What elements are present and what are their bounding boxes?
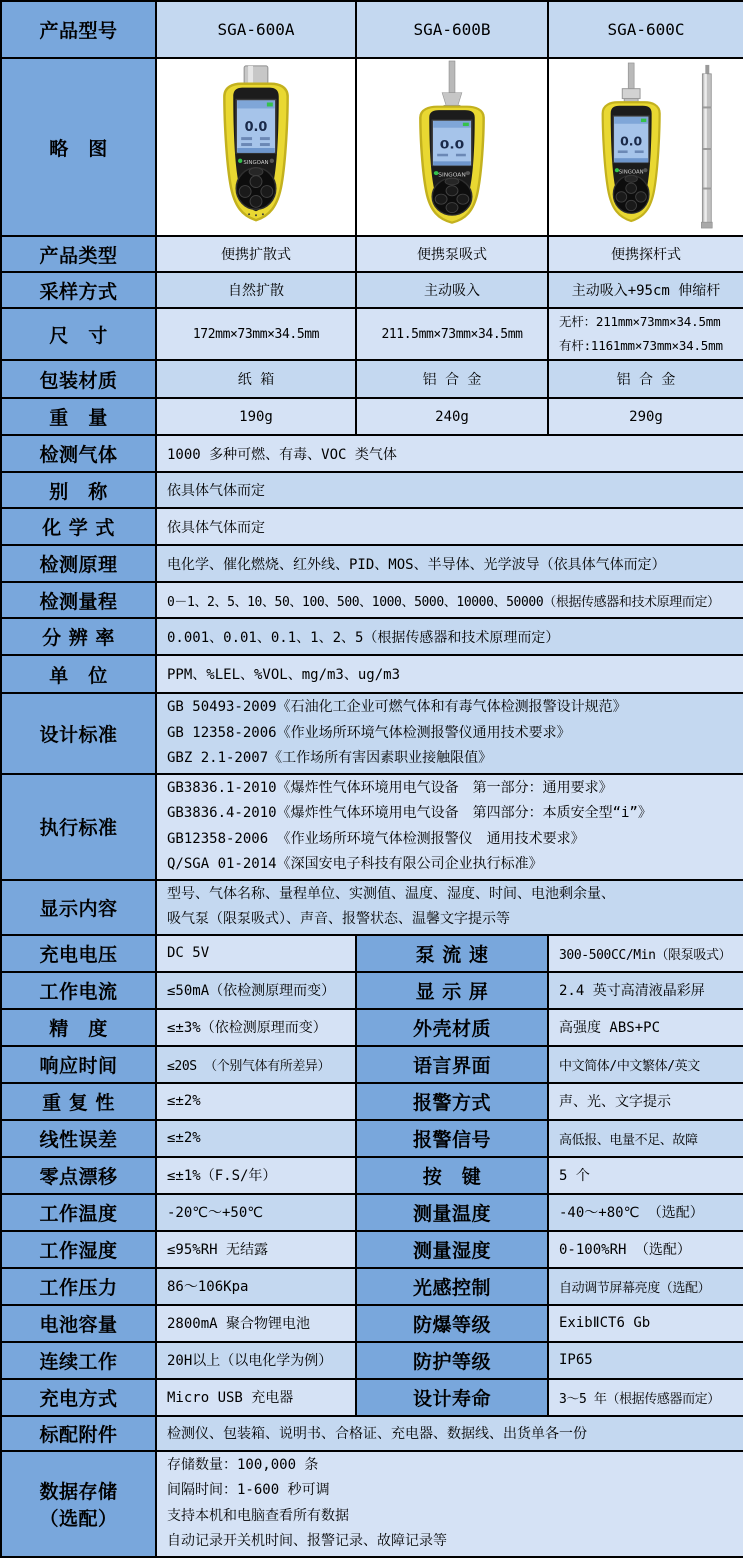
detector-illustration-probe-rod [549, 59, 743, 235]
row-label: 化 学 式 [1, 508, 156, 545]
row-charging-method-design-life [1, 1379, 743, 1416]
row-label: 采样方式 [1, 272, 156, 308]
dimensions-c [548, 308, 743, 360]
pair-label-right: 语言界面 [356, 1046, 548, 1083]
row-detected-gases [1, 435, 743, 472]
row-product-type [1, 236, 743, 272]
row-label: 执行标准 [1, 774, 156, 880]
row-dimensions [1, 308, 743, 360]
pair-value-left: ≤50mA（依检测原理而变） [156, 972, 356, 1009]
pair-value-right: 中文简体/中文繁体/英文 [548, 1046, 743, 1083]
design-standard-line: GBZ 2.1-2007《工作场所有害因素职业接触限值》 [167, 750, 493, 766]
row-display-content [1, 880, 743, 935]
pair-value-left: ≤±2% [156, 1083, 356, 1120]
row-zero-drift-keys [1, 1157, 743, 1194]
row-label-sketch: 略 图 [1, 58, 156, 236]
row-label: 显示内容 [1, 880, 156, 935]
pair-label-right: 报警方式 [356, 1083, 548, 1120]
screen-reading: 0.0 [439, 138, 465, 153]
units-value: PPM、%LEL、%VOL、mg/m3、ug/m3 [156, 655, 743, 693]
detector-illustration-pump [357, 59, 547, 235]
row-repeatability-alarm-mode [1, 1083, 743, 1120]
pair-label-right: 按 键 [356, 1157, 548, 1194]
row-accuracy-housing [1, 1009, 743, 1046]
row-continuous-work-protection [1, 1342, 743, 1379]
pair-value-right: 2.4 英寸高清液晶彩屏 [548, 972, 743, 1009]
row-chemical-formula [1, 508, 743, 545]
screen-reading: 0.0 [244, 120, 268, 136]
product-type-c: 便携探杆式 [548, 236, 743, 272]
chemical-formula-value: 依具体气体而定 [156, 508, 743, 545]
row-sampling-method [1, 272, 743, 308]
pair-label-right: 泵 流 速 [356, 935, 548, 972]
pair-label-right: 防护等级 [356, 1342, 548, 1379]
row-sketch [1, 58, 743, 236]
pair-value-left: ≤20S （个别气体有所差异） [156, 1046, 356, 1083]
pair-label-right: 设计寿命 [356, 1379, 548, 1416]
resolution-value: 0.001、0.01、0.1、1、2、5（根据传感器和技术原理而定） [156, 618, 743, 655]
row-working-humidity-measure-humidity [1, 1231, 743, 1268]
pair-value-left: ≤±1%（F.S/年） [156, 1157, 356, 1194]
data-storage-line: 自动记录开关机时间、报警记录、故障记录等 [167, 1533, 447, 1549]
product-type-b: 便携泵吸式 [356, 236, 548, 272]
pair-label-left: 电池容量 [1, 1305, 156, 1342]
pair-value-left: 2800mA 聚合物锂电池 [156, 1305, 356, 1342]
row-label: 设计标准 [1, 693, 156, 774]
pair-label-left: 工作电流 [1, 972, 156, 1009]
packaging-a: 纸 箱 [156, 360, 356, 398]
pair-label-left: 充电电压 [1, 935, 156, 972]
row-battery-explosion-proof [1, 1305, 743, 1342]
data-storage-value [156, 1451, 743, 1557]
row-units [1, 655, 743, 693]
brand-text: SINGOAN [243, 159, 269, 166]
row-label: 产品类型 [1, 236, 156, 272]
dimensions-c-without-rod: 无杆：211mm×73mm×34.5mm [559, 314, 721, 329]
pair-value-right: IP65 [548, 1342, 743, 1379]
product-type-a: 便携扩散式 [156, 236, 356, 272]
row-label: 尺 寸 [1, 308, 156, 360]
data-storage-line: 支持本机和电脑查看所有数据 [167, 1507, 349, 1524]
telescopic-rod [701, 65, 712, 228]
pair-value-left: ≤±2% [156, 1120, 356, 1157]
packaging-b: 铝 合 金 [356, 360, 548, 398]
row-working-pressure-light-control [1, 1268, 743, 1305]
pair-label-right: 外壳材质 [356, 1009, 548, 1046]
pair-label-right: 测量湿度 [356, 1231, 548, 1268]
row-working-temp-measure-temp [1, 1194, 743, 1231]
sampling-a: 自然扩散 [156, 272, 356, 308]
execution-standard-line: Q/SGA 01-2014《深国安电子科技有限公司企业执行标准》 [167, 856, 543, 872]
pair-value-right: 自动调节屏幕亮度（选配） [548, 1268, 743, 1305]
pair-label-left: 重 复 性 [1, 1083, 156, 1120]
data-storage-label-line: （选配） [39, 1507, 118, 1530]
execution-standard-line: GB12358-2006 《作业场所环境气体检测报警仪 通用技术要求》 [167, 830, 585, 847]
row-standard-accessories [1, 1416, 743, 1451]
row-label: 分 辨 率 [1, 618, 156, 655]
row-resolution [1, 618, 743, 655]
pair-label-right: 防爆等级 [356, 1305, 548, 1342]
row-weight [1, 398, 743, 435]
pair-value-left: -20℃～+50℃ [156, 1194, 356, 1231]
row-working-current-display [1, 972, 743, 1009]
execution-standards-value [156, 774, 743, 880]
data-storage-line: 存储数量：100,000 条 [167, 1456, 319, 1473]
row-label: 标配附件 [1, 1416, 156, 1451]
dimensions-c-with-rod: 有杆:1161mm×73mm×34.5mm [559, 338, 723, 353]
pair-label-right: 测量温度 [356, 1194, 548, 1231]
row-label-data-storage [1, 1451, 156, 1557]
pair-value-right: 高低报、电量不足、故障 [548, 1120, 743, 1157]
weight-b: 240g [356, 398, 548, 435]
row-product-model [1, 1, 743, 58]
execution-standard-line: GB3836.1-2010《爆炸性气体环境用电气设备 第一部分：通用要求》 [167, 779, 613, 796]
pair-label-left: 零点漂移 [1, 1157, 156, 1194]
product-image-sga-600c [548, 58, 743, 236]
row-execution-standards [1, 774, 743, 880]
data-storage-line: 间隔时间：1-600 秒可调 [167, 1482, 330, 1498]
pair-label-left: 响应时间 [1, 1046, 156, 1083]
pair-value-left: ≤±3%（依检测原理而变） [156, 1009, 356, 1046]
pair-value-left: ≤95%RH 无结露 [156, 1231, 356, 1268]
row-packaging-material [1, 360, 743, 398]
row-charge-voltage-pump-rate [1, 935, 743, 972]
alias-value: 依具体气体而定 [156, 472, 743, 508]
design-standards-value [156, 693, 743, 774]
row-label: 单 位 [1, 655, 156, 693]
pair-label-left: 工作压力 [1, 1268, 156, 1305]
data-storage-label-line: 数据存储 [39, 1480, 118, 1503]
row-detection-principle [1, 545, 743, 582]
pair-value-left: DC 5V [156, 935, 356, 972]
detection-range-value: 0－1、2、5、10、50、100、500、1000、5000、10000、50000（根据传感器和技术原理而定） [156, 582, 743, 618]
pair-label-right: 报警信号 [356, 1120, 548, 1157]
weight-c: 290g [548, 398, 743, 435]
pair-value-right: 300-500CC/Min（限泵吸式） [548, 935, 743, 972]
sampling-c: 主动吸入+95cm 伸缩杆 [548, 272, 743, 308]
row-label: 别 称 [1, 472, 156, 508]
pair-label-left: 精 度 [1, 1009, 156, 1046]
pair-label-left: 线性误差 [1, 1120, 156, 1157]
pair-label-left: 工作湿度 [1, 1231, 156, 1268]
pair-value-right: 0-100%RH （选配） [548, 1231, 743, 1268]
row-response-time-language [1, 1046, 743, 1083]
display-content-line: 吸气泵（限泵吸式）、声音、报警状态、温馨文字提示等 [167, 911, 510, 927]
pair-value-right: -40～+80℃ （选配） [548, 1194, 743, 1231]
brand-text: SINGOAN [438, 172, 466, 179]
pair-value-left: Micro USB 充电器 [156, 1379, 356, 1416]
brand-text: SINGOAN [618, 169, 644, 176]
model-name-sga-600c: SGA-600C [548, 1, 743, 58]
row-detection-range [1, 582, 743, 618]
packaging-c: 铝 合 金 [548, 360, 743, 398]
row-alias [1, 472, 743, 508]
design-standard-line: GB 50493-2009《石油化工企业可燃气体和有毒气体检测报警设计规范》 [167, 699, 627, 715]
pair-value-left: 86～106Kpa [156, 1268, 356, 1305]
product-image-sga-600b [356, 58, 548, 236]
sampling-b: 主动吸入 [356, 272, 548, 308]
pair-value-right: 3～5 年（根据传感器而定） [548, 1379, 743, 1416]
accessories-value: 检测仪、包装箱、说明书、合格证、充电器、数据线、出货单各一份 [156, 1416, 743, 1451]
detection-principle-value: 电化学、催化燃烧、红外线、PID、MOS、半导体、光学波导（依具体气体而定） [156, 545, 743, 582]
screen-reading: 0.0 [620, 134, 643, 149]
row-label: 包装材质 [1, 360, 156, 398]
row-label: 重 量 [1, 398, 156, 435]
pair-value-right: 声、光、文字提示 [548, 1083, 743, 1120]
pair-value-right: 高强度 ABS+PC [548, 1009, 743, 1046]
dimensions-b: 211.5mm×73mm×34.5mm [356, 308, 548, 360]
row-label: 检测原理 [1, 545, 156, 582]
pair-value-right: 5 个 [548, 1157, 743, 1194]
pair-label-left: 充电方式 [1, 1379, 156, 1416]
detected-gases-value: 1000 多种可燃、有毒、VOC 类气体 [156, 435, 743, 472]
product-image-sga-600a [156, 58, 356, 236]
model-name-sga-600b: SGA-600B [356, 1, 548, 58]
row-design-standards [1, 693, 743, 774]
display-content-line: 型号、气体名称、量程单位、实测值、温度、湿度、时间、电池剩余量、 [167, 885, 615, 902]
model-name-sga-600a: SGA-600A [156, 1, 356, 58]
row-linearity-alarm-signal [1, 1120, 743, 1157]
pair-value-left: 20H以上（以电化学为例） [156, 1342, 356, 1379]
row-data-storage [1, 1451, 743, 1557]
pair-label-left: 连续工作 [1, 1342, 156, 1379]
design-standard-line: GB 12358-2006《作业场所环境气体检测报警仪通用技术要求》 [167, 724, 571, 741]
row-label-product-model: 产品型号 [1, 1, 156, 58]
row-label: 检测气体 [1, 435, 156, 472]
weight-a: 190g [156, 398, 356, 435]
display-content-value [156, 880, 743, 935]
pair-label-right: 显 示 屏 [356, 972, 548, 1009]
pair-value-right: ExibⅡCT6 Gb [548, 1305, 743, 1342]
execution-standard-line: GB3836.4-2010《爆炸性气体环境用电气设备 第四部分：本质安全型“i”》 [167, 805, 652, 821]
pair-label-right: 光感控制 [356, 1268, 548, 1305]
dimensions-a: 172mm×73mm×34.5mm [156, 308, 356, 360]
detector-illustration-diffusion [157, 59, 355, 235]
pair-label-left: 工作温度 [1, 1194, 156, 1231]
row-label: 检测量程 [1, 582, 156, 618]
